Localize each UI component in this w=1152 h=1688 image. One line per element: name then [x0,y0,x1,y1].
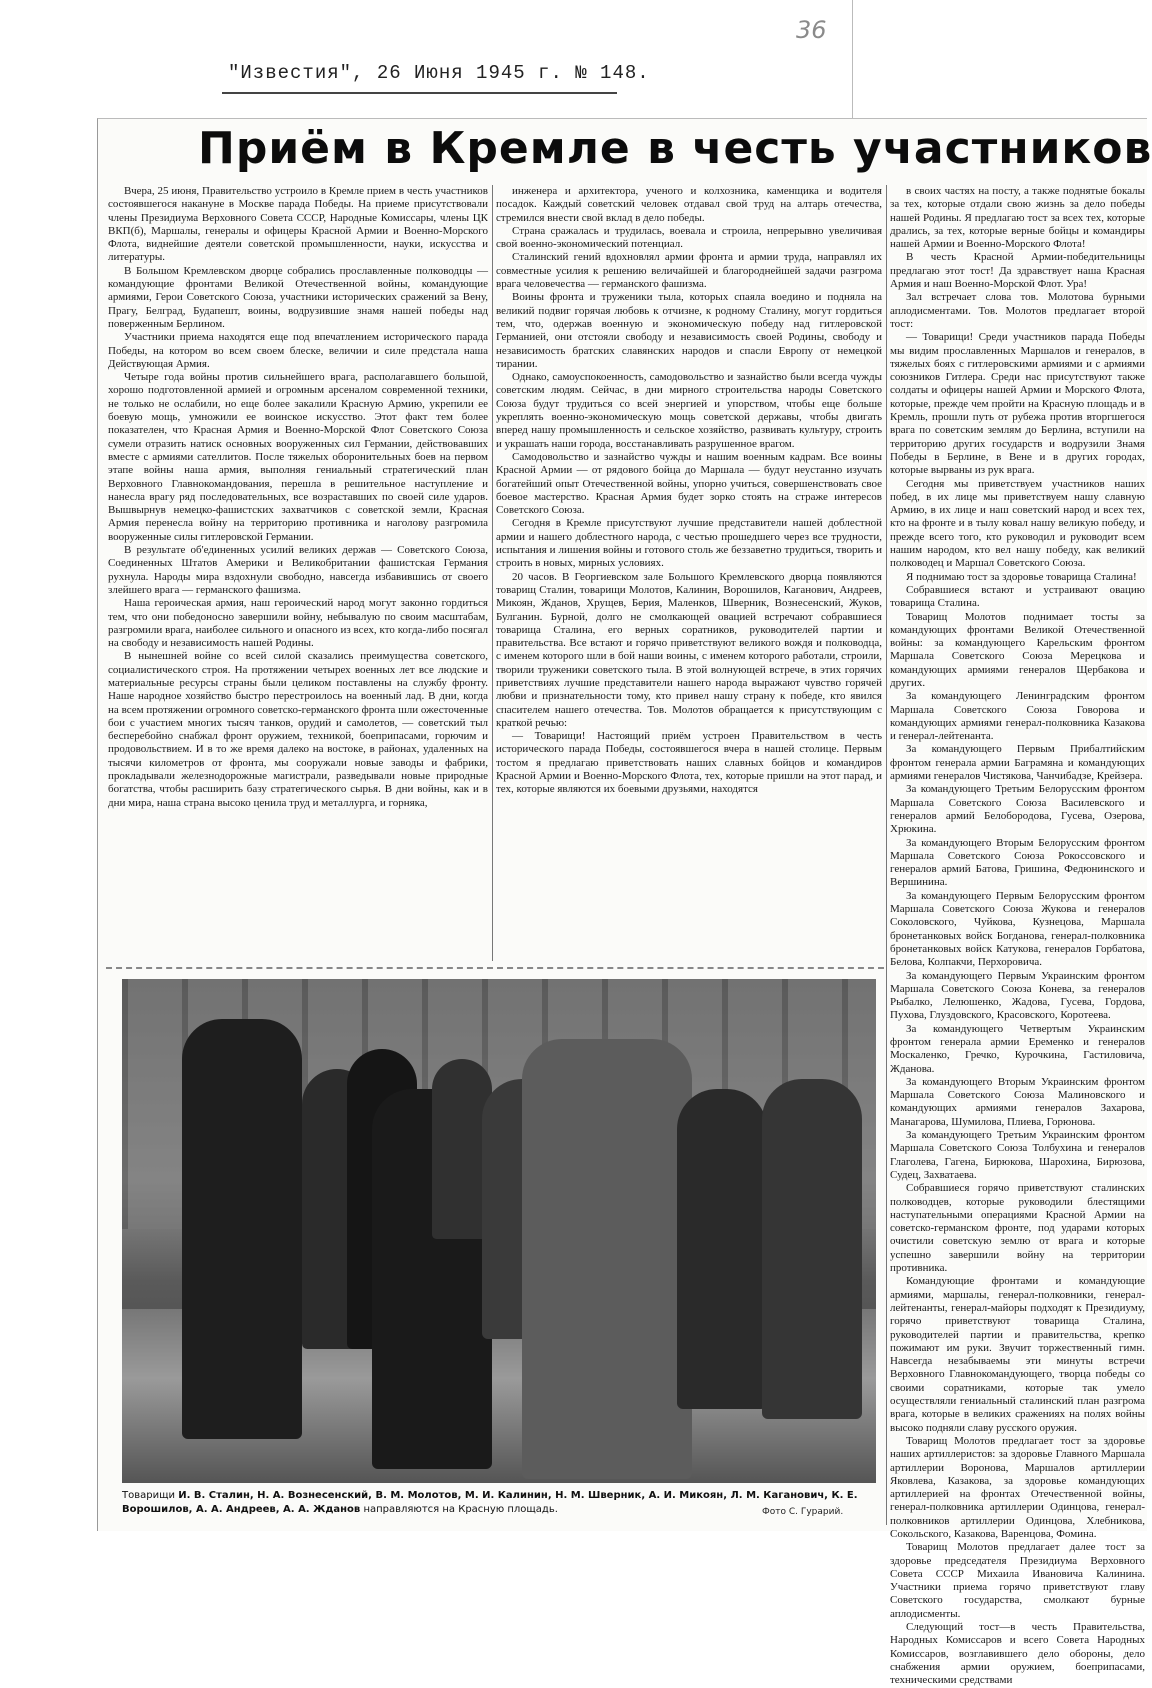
article-paragraph: В нынешней войне со всей силой сказались преимущества советского, социалистического строя. На протяжении четырех военных лет все людские и материальные ресурсы страны были целиком поставлены на службу фронту. Наше народное хозяйство быстро перестроилось на военный лад. В дни, когда на всем протяжении огромного советско-германского фронта шли ожесточенные бои с участием многих тысяч танков, орудий и самолетов, — советский тыл бесперебойно снабжал фронт оружием, техникой, боеприпасами, горючим и продовольствием. И в то же время далеко на востоке, в районах, удаленных на тысячи километров от фронта, мы сооружали новые заводы и фабрики, прокладывали железнодорожные магистрали, разведывали новые природные богатства, чтобы расширить базу стратегического сырья. В дни войны, как и в дни мира, наша страна высоко ценила труд и металлурга, и горняка, [108,650,488,809]
caption-prefix: Товарищи [122,1490,176,1501]
article-paragraph: Я поднимаю тост за здоровье товарища Сталина! [906,570,1137,583]
newspaper-source-line: "Известия", 26 Июня 1945 г. № 148. [228,62,650,84]
article-paragraph: Товарищ Молотов предлагает далее тост за здоровье председателя Президиума Верховного Совета СССР Михаила Ивановича Калинина. Участники приема горячо приветствуют главу Советского государства, смолкают бурные аплодисменты. [890,1541,1145,1620]
article-column-3 [890,185,1145,1687]
archive-page-number: 36 [796,16,827,44]
newspaper-clipping [97,118,1152,1687]
article-paragraph: За командующего Первым Прибалтийским фронтом генерала армии Баграмяна и командующих армиями генералов Чистякова, Чанчибадзе, Крейзера. [890,743,1145,783]
article-paragraph: инженера и архитектора, ученого и колхозника, каменщика и водителя посадок. Каждый советский человек отдавал свой труд на алтарь отечества, стремился внести свой вклад в дело победы. [496,185,882,224]
article-paragraph: В честь Красной Армии-победительницы предлагаю этот тост! Да здравствует наша Красная Армия и наш Военно-Морской Флот. Ура! [890,251,1145,291]
photo-figure [677,1089,767,1409]
article-paragraph: Четыре года войны против сильнейшего врага, располагавшего большой, хорошо подготовленной армией и огромным арсеналом современной техники, не только не ослабили, но еще более закалили Красную Армию, укрепили ее боевую мощь, умножили ее воинское искусство. Этот факт тем более показателен, что Красная Армия и Военно-Морской Флот Советского Союза сумели отразить натиск основных вооруженных сил Германии, действовавших вместе с армиями сателлитов. После тяжелых оборонительных боев на первом этапе войны наша армия, выполняя гениальный стратегический план Верховного Главнокомандования, перешла в решительное наступление и нанесла врагу ряд последовательных, все возраставших по своей силе ударов. Вышвырнув немецко-фашистских захватчиков с советской земли, Красная Армия перенесла войну на территорию противника и наголову разгромила вооруженные силы гитлеровской Германии. [108,371,488,543]
photo-figure [762,1079,862,1419]
source-underline [222,92,617,94]
article-headline: Приём в Кремле в честь участников [198,123,1152,174]
article-paragraph: За командующего Ленинградским фронтом Маршала Советского Союза Говорова и командующих армиями генерал-полковника Казакова и генерал-лейтенанта. [890,690,1145,743]
article-paragraph: Однако, самоуспокоенность, самодовольство и зазнайство были всегда чужды советским людям. Сейчас, в дни мирного строительства народы Советского Союза будут трудиться со всей энергией и упорством, чтобы еще больше укреплять военно-экономическую мощь советской державы, чтобы двигать вперед нашу промышленность и сельское хозяйство, развивать культуру, строить и украшать наши города, восстанавливать разрушенное врагом. [496,371,882,450]
article-paragraph: в своих частях на посту, а также поднятые бокалы за тех, которые отдали свою жизнь за дело победы нашей Родины. Я предлагаю тост за всех тех, которые дрались, за тех, которые верные бойцы и командиры нашей Армии и Военно-Морского Флота! [890,185,1145,251]
article-paragraph: За командующего Третьим Украинским фронтом Маршала Советского Союза Толбухина и генералов Глаголева, Гагена, Бирюкова, Шарохина, Бирюзова, Судец, Захватаева. [890,1129,1145,1181]
article-paragraph: Собравшиеся горячо приветствуют сталинских полководцев, которые руководили блестящими наступательными операциями Красной Армии на советско-германском фронте, под ударами которых очистили советскую землю от врага и которые успешно завершили войну на территории противника. [890,1182,1145,1275]
article-paragraph: Страна сражалась и трудилась, воевала и строила, непрерывно увеличивая свой военно-экономический потенциал. [496,224,882,251]
column-divider [492,185,493,961]
article-paragraph: 20 часов. В Георгиевском зале Большого Кремлевского дворца появляются товарищ Сталин, товарищи Молотов, Калинин, Ворошилов, Каганович, Андреев, Микоян, Жданов, Хрущев, Берия, Маленков, Шверник, Вознесенский, Жуков, Булганин. Бурной, долго не смолкающей овацией встречают собравшиеся товарища Сталина, его верных соратников, руководителей партии и правительства. Все встают и горячо приветствуют великого вождя и полководца, с именем которого шли в бой наши воины, с именем которого работали, строили, творили труженики советского тыла. В этой волнующей встрече, в этих горячих приветствиях лучшие представители нашего народа выражают чувство горячей любви и признательности тому, кто привел нашу страну к победе, кто явился спасителем нашего отечества. Тов. Молотов обращается к присутствующим с краткой речью: [496,570,882,729]
article-paragraph: Сегодня мы приветствуем участников наших побед, в их лице мы приветствуем нашу славную Армию, в их лице и наш советский народ и всех тех, кто на фронте и в тылу ковал нашу великую победу, и прежде всего того, кто руководил и руководит всем нашим народом, кто вел нашу победу, как великий полководец и Маршал Советского Союза. [890,477,1145,570]
photo-figure [182,1019,302,1439]
article-paragraph: Вчера, 25 июня, Правительство устроило в Кремле прием в честь участников состоявшегося накануне в Москве парада Победы. На приеме присутствовали члены Президиума Верховного Совета СССР, Народные Комиссары, члены ЦК ВКП(б), Маршалы, генералы и офицеры Красной Армии и Военно-Морского Флота, виднейшие деятели советской промышленности, науки, искусства и литературы. [108,185,488,264]
article-paragraph: Воины фронта и труженики тыла, которых спаяла воедино и подняла на великий подвиг горячая любовь к отчизне, к родному Сталину, могут гордиться тем, что, одержав военную и экономическую победу над гитлеровской Германией, они отстояли свободу и независимость своей Родины, свободу и независимость братских славянских народов и спасли Европу от немецкой тирании. [496,291,882,370]
photo-figure [522,1039,692,1479]
article-paragraph: За командующего Первым Белорусским фронтом Маршала Советского Союза Жукова и генералов Соколовского, Чуйкова, Кузнецова, Маршала бронетанковых войск Богданова, генерал-полковника бронетанковых войск Катукова, генералов Горбатова, Белова, Колпакчи, Перхоровича. [890,889,1145,969]
article-paragraph: За командующего Вторым Белорусским фронтом Маршала Советского Союза Рокоссовского и генералов армий Батова, Гришина, Федюнинского и Вершинина. [890,836,1145,889]
section-divider [106,967,884,969]
article-paragraph: Зал встречает слова тов. Молотова бурными аплодисментами. Тов. Молотов предлагает второй тост: [890,291,1145,330]
article-paragraph: Собравшиеся встают и устраивают овацию товарища Сталина. [890,583,1145,610]
article-paragraph: За командующего Вторым Украинским фронтом Маршала Советского Союза Малиновского и командующих армиями генералов Захарова, Манагарова, Шумилова, Плиева, Горюнова. [890,1075,1145,1128]
article-paragraph: Сталинский гений вдохновлял армии фронта и армии труда, направлял их совместные усилия к решению величайшей и благороднейшей задачи разгрома врага человечества — германского фашизма. [496,251,882,291]
article-paragraph: — Товарищи! Среди участников парада Победы мы видим прославленных Маршалов и генералов, в тяжелых боях с гитлеровскими армиями и с армиями союзников Гитлера. Среди нас присутствуют также солдаты и офицеры нашей Армии и Морского Флота, которые, прежде чем пройти на Красную площадь и в Кремль, прошли путь от рубежа против вторгшегося врага по советским землям до Берлина, вступили на территорию других государств и водрузили Знамя Победы в Берлине, в Вене и в других городах, которые вырваны из рук врага. [890,331,1145,477]
article-column-1 [108,185,488,961]
article-paragraph: В Большом Кремлевском дворце собрались прославленные полководцы — командующие фронтами Великой Отечественной войны, командующие армиями, Герои Советского Союза, участники исторических сражений за Вену, Прагу, Белград, Будапешт, воины, водрузившие знамя нашей победы над поверженным Берлином. [108,264,488,330]
caption-names: И. В. Сталин, Н. А. Вознесенский, В. М. Молотов, М. И. Калинин, Н. М. Шверник, А. И. Микоян, Л. М. Каганович, К. Е. Ворошилов, А. А. Андреев, А. А. Жданов [122,1490,858,1515]
article-paragraph: Товарищ Молотов поднимает тосты за командующих фронтами Великой Отечественной войны: за командующего Карельским фронтом Маршала Советского Союза Мерецкова и командующих армиями генералов Щербакова и других. [890,610,1145,689]
article-paragraph: Наша героическая армия, наш героический народ могут законно гордиться тем, что они победоносно завершили войну, небывалую по своим масштабам, разгромили врага, наиболее сильного и опасного из всех, кто когда-либо посягал на свободу и независимость нашей Родины. [108,597,488,650]
article-paragraph: Самодовольство и зазнайство чужды и нашим военным кадрам. Все воины Красной Армии — от рядового бойца до Маршала — будут неустанно изучать богатейший опыт Отечественной войны, упорно учиться, совершенствовать свое боевое мастерство. Красная Армия будет зорко стоять на страже интересов Советского Союза. [496,450,882,517]
caption-suffix: направляются на Красную площадь. [363,1504,558,1515]
article-paragraph: В результате об'единенных усилий великих держав — Советского Союза, Соединенных Штатов Америки и Великобритании фашистская Германия рухнула. Народы мира вздохнули свободно, навсегда избавившись от своего злейшего врага — германского фашизма. [108,544,488,596]
article-paragraph: За командующего Четвертым Украинским фронтом генерала армии Еременко и генералов Москаленко, Гречко, Курочкина, Гастиловича, Жданова. [890,1022,1145,1075]
article-paragraph: Сегодня в Кремле присутствуют лучшие представители нашей доблестной армии и нашего доблестного народа, с честью прошедшего через все трудности, испытания и лишения войны и готового столь же беззаветно трудиться, творить и строить в новых, мирных условиях. [496,517,882,570]
article-paragraph: Участники приема находятся еще под впечатлением исторического парада Победы, на котором во всем своем блеске, величии и силе предстала наша Действующая Армия. [108,331,488,370]
article-paragraph: — Товарищи! Настоящий приём устроен Правительством в честь исторического парада Победы, состоявшегося вчера в нашей столице. Первым тостом я предлагаю приветствовать наших славных бойцов и командиров Красной Армии и Военно-Морского Флота, тех, которые пришли на этот парад, и тех, которые являются их боевыми друзьями, находятся [496,730,882,796]
article-paragraph: Товарищ Молотов предлагает тост за здоровье наших артиллеристов: за здоровье Главного Маршала артиллерии Воронова, Маршалов артиллерии Яковлева, Казакова, за здоровье командующих артиллерией на фронтах Отечественной войны, генерал-полковника артиллерии Одинцова, генерал-полковников артиллерии Одинцова, Хлебникова, Сокольского, Казакова, Варенцова, Фомина. [890,1434,1145,1540]
article-paragraph: За командующего Первым Украинским фронтом Маршала Советского Союза Конева, за генералов Рыбалко, Лелюшенко, Жадова, Гусева, Гордова, Пухова, Глуздовского, Красовского, Коротеева. [890,969,1145,1022]
group-photo [122,979,876,1483]
article-paragraph: Следующий тост—в честь Правительства, Народных Комиссаров и всего Совета Народных Комиссаров, возглавившего дело обороны, дело снабжения армии оружием, боеприпасами, техническими средствами [890,1621,1145,1687]
article-paragraph: За командующего Третьим Белорусским фронтом Маршала Советского Союза Василевского и генералов армий Белобородова, Гусева, Озерова, Хрюкина. [890,783,1145,836]
photo-credit: Фото С. Гурарий. [762,1507,844,1517]
scan-edge-line [852,0,853,118]
column-divider [886,185,887,1525]
article-column-2 [496,185,882,961]
article-paragraph: Командующие фронтами и командующие армиями, маршалы, генерал-полковники, генерал-лейтенанты, генерал-майоры подходят к Президиуму, горячо приветствуют товарища Сталина, руководителей партии и правительства, крепко пожимают им руки. Звучит торжественный гимн. Навсегда незабываемы эти минуты встречи Верховного Главнокомандующего, творца победы со своими соратниками, которые так умело осуществляли гениальный сталинский план разгрома врага, которые в великих сражениях на полях войны высоко подняли славу русского оружия. [890,1275,1145,1434]
